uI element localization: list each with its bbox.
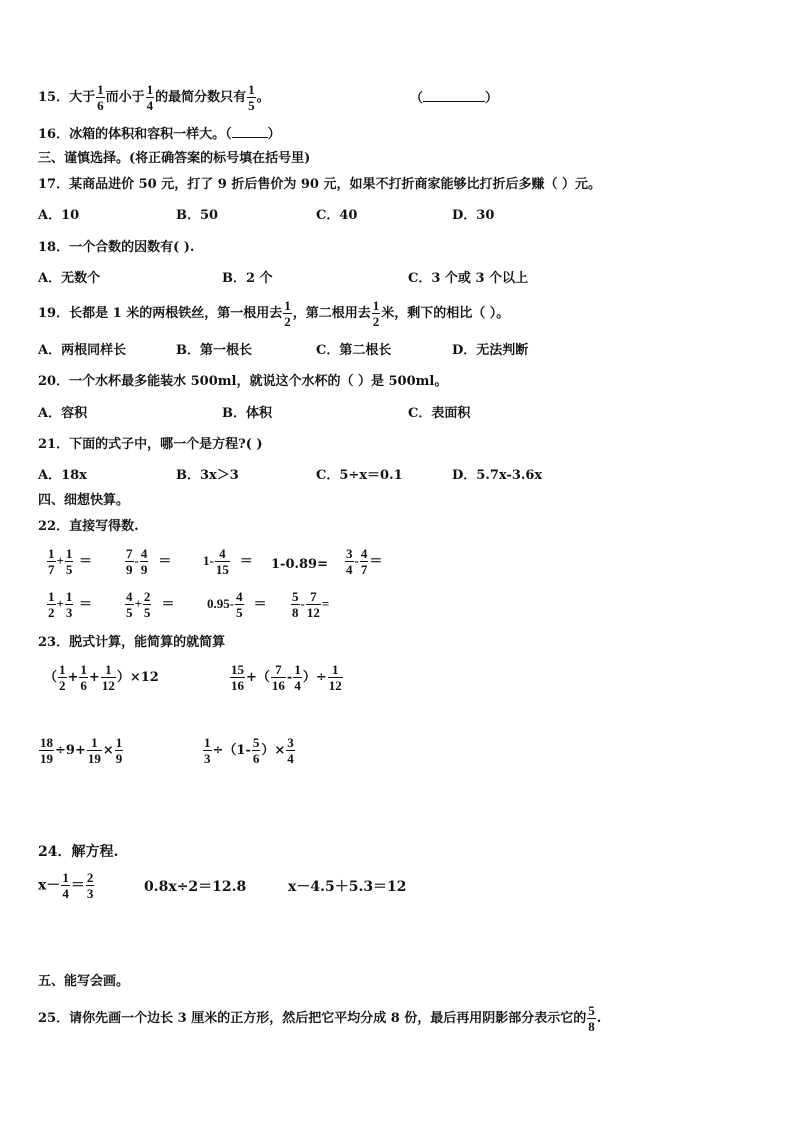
- blank-line[interactable]: [423, 89, 485, 102]
- question-22: 22．直接写得数.: [38, 519, 139, 534]
- option-d[interactable]: D．30: [452, 208, 495, 223]
- question-25: 25．请你先画一个边长 3 厘米的正方形，然后把它平均分成 8 份，最后再用阴影部分表示它的 $\frac{5}{8}$ .: [38, 1003, 602, 1034]
- fraction: $\frac{1}{6}$: [97, 82, 104, 113]
- option-c[interactable]: C．第二根长: [316, 343, 392, 358]
- option-c[interactable]: C．3 个或 3 个以上: [408, 271, 529, 286]
- option-a[interactable]: A．两根同样长: [38, 343, 127, 358]
- expr-22-1: $\frac{1}{7}$ + $\frac{1}{5}$ ＝: [48, 546, 92, 577]
- question-18: 18．一个合数的因数有( ).: [38, 240, 195, 255]
- fraction: $\frac{1}{5}$: [248, 82, 255, 113]
- expr-22-2: $\frac{7}{9}$ - $\frac{4}{9}$ ＝: [126, 546, 172, 577]
- fraction: $\frac{1}{2}$: [372, 298, 380, 329]
- question-21: 21．下面的式子中，哪一个是方程?( ): [38, 437, 263, 452]
- option-d[interactable]: D．5.7x-3.6x: [452, 468, 543, 483]
- question-17: 17．某商品进价 50 元，打了 9 折后售价为 90 元，如果不打折商家能够比打折后多赚（ ）元。: [38, 177, 601, 192]
- option-a[interactable]: A．容积: [38, 406, 88, 421]
- option-c[interactable]: C．5÷x＝0.1: [316, 468, 403, 483]
- expr-23-4: $\frac{1}{3}$ ÷（1- $\frac{5}{6}$ ）× $\frac{3}{4}$: [204, 735, 294, 766]
- answer-blank-16[interactable]: [232, 125, 268, 138]
- option-c[interactable]: C．表面积: [408, 406, 471, 421]
- option-a[interactable]: A．无数个: [38, 271, 101, 286]
- equation-24-3: x－4.5＋5.3＝12: [288, 879, 407, 895]
- option-b[interactable]: B．2 个: [222, 271, 273, 286]
- expr-22-4: 1-0.89=: [271, 557, 328, 572]
- question-24: 24．解方程.: [38, 844, 119, 860]
- section-3-heading: 三、谨慎选择。(将正确答案的标号填在括号里): [38, 151, 311, 166]
- answer-blank-15[interactable]: （ ）: [410, 91, 499, 106]
- expr-22-3: 1- $\frac{4}{15}$ ＝: [203, 546, 253, 577]
- fraction: $\frac{1}{4}$: [146, 82, 154, 113]
- expr-22-7: $\frac{4}{5}$ + $\frac{2}{5}$ ＝: [126, 589, 175, 620]
- question-20: 20．一个水杯最多能装水 500ml，就说这个水杯的（ ）是 500ml。: [38, 374, 448, 389]
- expr-22-5: $\frac{3}{4}$ - $\frac{4}{7}$ ＝: [346, 546, 383, 577]
- expr-23-3: $\frac{18}{19}$ ÷9+ $\frac{1}{19}$ × $\frac{1}{9}$: [40, 735, 123, 766]
- fraction: $\frac{1}{2}$: [284, 298, 291, 329]
- section-5-heading: 五、能写会画。: [38, 974, 130, 989]
- section-4-heading: 四、细想快算。: [38, 493, 130, 508]
- option-c[interactable]: C．40: [316, 208, 358, 223]
- expr-22-6: $\frac{1}{2}$ + $\frac{1}{3}$ ＝: [48, 589, 92, 620]
- equation-24-1: x－ $\frac{1}{4}$ ＝ $\frac{2}{3}$: [38, 870, 94, 901]
- expr-22-8: 0.95- $\frac{4}{5}$ ＝: [207, 589, 267, 620]
- expr-23-1: （ $\frac{1}{2}$ + $\frac{1}{6}$ + $\frac{1}{12}$ ）×12: [44, 662, 159, 693]
- question-23: 23．脱式计算，能简算的就简算: [38, 635, 226, 650]
- expr-23-2: $\frac{15}{16}$ +（ $\frac{7}{16}$ - $\frac{1}{4}$ ）÷ $\frac{1}{12}$: [231, 662, 342, 693]
- option-b[interactable]: B．3x＞3: [176, 468, 239, 483]
- question-16: 16．冰箱的体积和容积一样大。（ ）: [38, 127, 281, 142]
- question-19: 19．长都是 1 米的两根铁丝，第一根用去 $\frac{1}{2}$ ，第二根用去 $\frac{1}{2}$ 米，剩下的相比（ ）。: [38, 298, 510, 329]
- option-a[interactable]: A．10: [38, 208, 80, 223]
- option-a[interactable]: A．18x: [38, 468, 87, 483]
- option-d[interactable]: D．无法判断: [452, 343, 529, 358]
- equation-24-2: 0.8x÷2＝12.8: [144, 879, 247, 895]
- option-b[interactable]: B．50: [176, 208, 219, 223]
- option-b[interactable]: B．第一根长: [176, 343, 252, 358]
- question-15: 15．大于 $\frac{1}{6}$ 而小于 $\frac{1}{4}$ 的最简分数只有 $\frac{1}{5}$ 。: [38, 82, 270, 113]
- option-b[interactable]: B．体积: [222, 406, 272, 421]
- expr-22-9: $\frac{5}{8}$ - $\frac{7}{12}$ =: [292, 589, 330, 620]
